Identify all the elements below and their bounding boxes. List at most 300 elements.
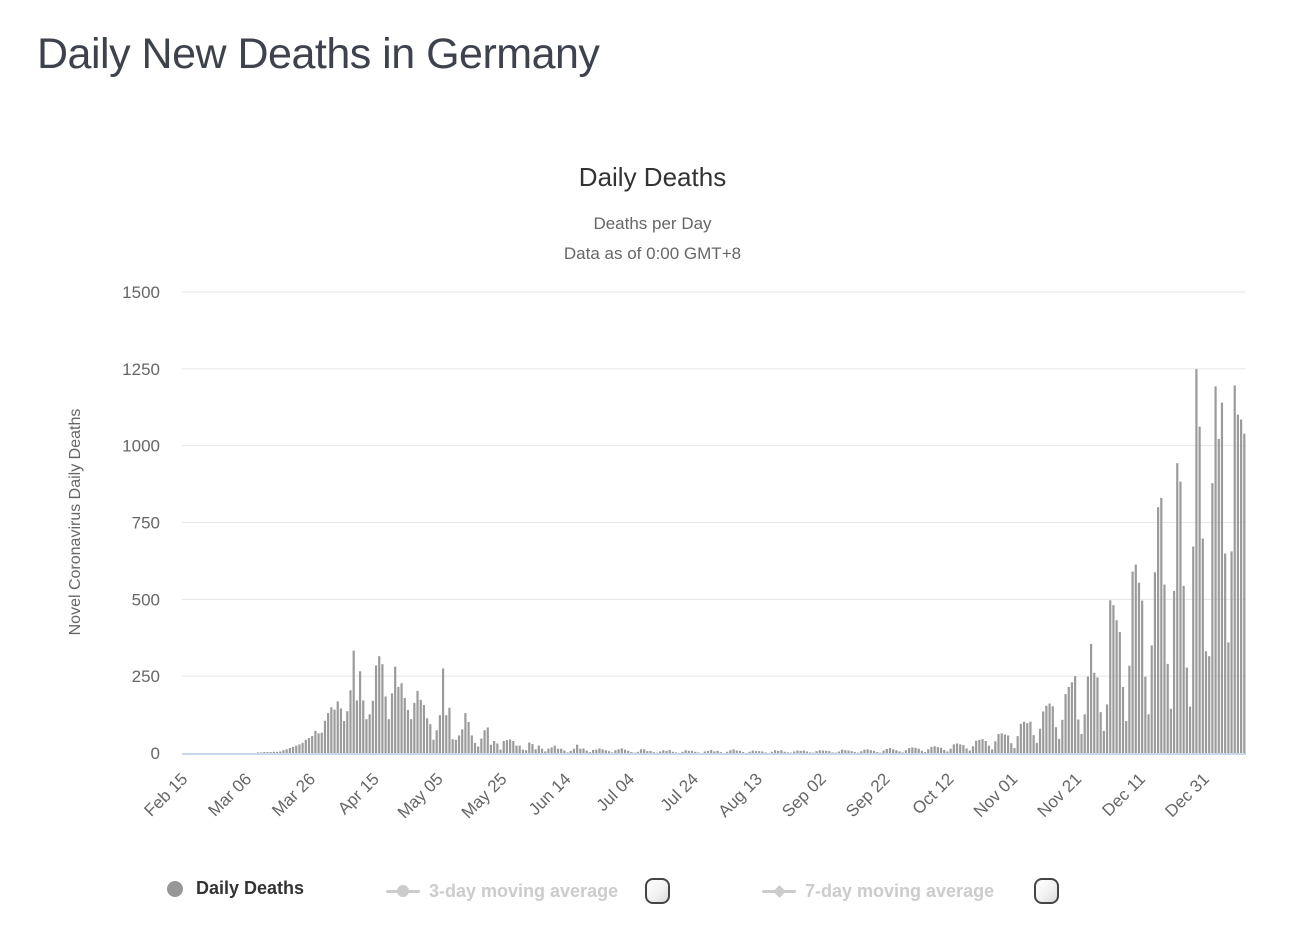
bar[interactable] — [1221, 403, 1223, 753]
bar[interactable] — [844, 750, 846, 753]
bar[interactable] — [1112, 605, 1114, 753]
bar[interactable] — [729, 750, 731, 753]
bar[interactable] — [353, 651, 355, 753]
bar[interactable] — [870, 750, 872, 753]
bar[interactable] — [1071, 682, 1073, 753]
bar[interactable] — [672, 752, 674, 753]
legend-item-daily-deaths[interactable] — [167, 878, 304, 899]
bar[interactable] — [429, 724, 431, 753]
bar[interactable] — [793, 751, 795, 753]
bar[interactable] — [876, 752, 878, 753]
bar[interactable] — [748, 752, 750, 753]
bar[interactable] — [959, 744, 961, 753]
bar[interactable] — [388, 719, 390, 753]
bar[interactable] — [1202, 538, 1204, 753]
bar[interactable] — [780, 750, 782, 753]
bar[interactable] — [726, 752, 728, 753]
bar[interactable] — [263, 752, 265, 753]
bar[interactable] — [681, 752, 683, 753]
bar[interactable] — [1163, 585, 1165, 753]
bar[interactable] — [815, 751, 817, 753]
bar[interactable] — [1147, 714, 1149, 753]
bar[interactable] — [981, 739, 983, 753]
bar[interactable] — [1055, 727, 1057, 753]
bar[interactable] — [365, 719, 367, 753]
bar[interactable] — [825, 751, 827, 753]
bar[interactable] — [950, 749, 952, 753]
bar[interactable] — [1052, 706, 1054, 753]
bar[interactable] — [1004, 735, 1006, 753]
bar[interactable] — [608, 751, 610, 753]
bar[interactable] — [359, 671, 361, 753]
bar[interactable] — [710, 750, 712, 753]
bar[interactable] — [930, 747, 932, 753]
bar[interactable] — [602, 749, 604, 753]
bar[interactable] — [279, 751, 281, 753]
bar[interactable] — [515, 746, 517, 753]
bar[interactable] — [1077, 720, 1079, 754]
bar[interactable] — [1106, 704, 1108, 753]
bar[interactable] — [528, 743, 530, 753]
bar[interactable] — [298, 744, 300, 753]
bar[interactable] — [452, 739, 454, 753]
bar[interactable] — [637, 752, 639, 753]
bar[interactable] — [994, 741, 996, 753]
bar[interactable] — [1176, 463, 1178, 753]
bar[interactable] — [889, 748, 891, 753]
bar[interactable] — [455, 740, 457, 753]
bar[interactable] — [378, 656, 380, 753]
bar[interactable] — [1058, 739, 1060, 753]
bar[interactable] — [1227, 642, 1229, 753]
bar[interactable] — [908, 748, 910, 753]
bar[interactable] — [969, 751, 971, 753]
bar[interactable] — [541, 749, 543, 753]
bar[interactable] — [873, 751, 875, 753]
bar[interactable] — [1218, 439, 1220, 753]
bar[interactable] — [809, 752, 811, 753]
bar[interactable] — [512, 741, 514, 753]
bar[interactable] — [416, 691, 418, 753]
bar[interactable] — [369, 714, 371, 753]
bar[interactable] — [758, 751, 760, 753]
bar[interactable] — [1186, 668, 1188, 753]
bar[interactable] — [496, 743, 498, 753]
bar[interactable] — [1183, 586, 1185, 753]
bar[interactable] — [618, 749, 620, 753]
bar[interactable] — [1214, 386, 1216, 753]
bar[interactable] — [653, 752, 655, 753]
bar[interactable] — [646, 751, 648, 753]
bar[interactable] — [761, 751, 763, 753]
bar[interactable] — [1189, 707, 1191, 753]
bar[interactable] — [972, 746, 974, 753]
bar[interactable] — [614, 750, 616, 753]
bar[interactable] — [257, 752, 259, 753]
bar[interactable] — [394, 667, 396, 753]
bar[interactable] — [921, 751, 923, 753]
bar[interactable] — [276, 752, 278, 753]
bar[interactable] — [442, 668, 444, 753]
bar[interactable] — [407, 710, 409, 753]
bar[interactable] — [282, 750, 284, 753]
bar[interactable] — [803, 751, 805, 753]
bar[interactable] — [707, 751, 709, 753]
bar[interactable] — [895, 750, 897, 753]
bar[interactable] — [739, 751, 741, 753]
bar[interactable] — [535, 749, 537, 753]
bar[interactable] — [1144, 677, 1146, 753]
bar[interactable] — [410, 719, 412, 753]
bar[interactable] — [448, 708, 450, 753]
bar[interactable] — [576, 745, 578, 753]
bar[interactable] — [1074, 676, 1076, 753]
bar[interactable] — [1199, 427, 1201, 753]
bar[interactable] — [1135, 565, 1137, 753]
bar[interactable] — [831, 752, 833, 753]
bar[interactable] — [544, 751, 546, 753]
bar[interactable] — [506, 740, 508, 753]
bar[interactable] — [1064, 694, 1066, 753]
bar[interactable] — [643, 749, 645, 753]
bar[interactable] — [579, 749, 581, 753]
bar[interactable] — [771, 752, 773, 753]
bar[interactable] — [317, 733, 319, 753]
bar[interactable] — [1100, 712, 1102, 753]
bar[interactable] — [308, 738, 310, 753]
bar[interactable] — [962, 745, 964, 753]
bar[interactable] — [997, 734, 999, 753]
bar[interactable] — [1013, 748, 1015, 753]
bar[interactable] — [934, 746, 936, 753]
bar[interactable] — [943, 750, 945, 753]
legend-item-3day-moving-average[interactable] — [386, 878, 670, 904]
bar[interactable] — [295, 746, 297, 753]
bar[interactable] — [1128, 666, 1130, 753]
bar[interactable] — [988, 746, 990, 753]
bar[interactable] — [764, 752, 766, 753]
bar[interactable] — [566, 752, 568, 753]
bar[interactable] — [822, 751, 824, 753]
bar[interactable] — [311, 736, 313, 753]
bar[interactable] — [381, 664, 383, 753]
bar[interactable] — [732, 749, 734, 753]
bar[interactable] — [1192, 546, 1194, 753]
bar[interactable] — [1109, 600, 1111, 753]
bar[interactable] — [918, 749, 920, 753]
bar[interactable] — [305, 740, 307, 753]
bar[interactable] — [1116, 620, 1118, 753]
bar[interactable] — [914, 748, 916, 753]
bar[interactable] — [605, 750, 607, 753]
bar[interactable] — [851, 751, 853, 753]
bar[interactable] — [1131, 572, 1133, 753]
bar[interactable] — [490, 745, 492, 753]
bar[interactable] — [937, 747, 939, 753]
bar[interactable] — [1017, 736, 1019, 753]
bar[interactable] — [799, 751, 801, 753]
bar[interactable] — [439, 715, 441, 753]
bar[interactable] — [828, 751, 830, 753]
bar[interactable] — [838, 751, 840, 753]
bar[interactable] — [694, 752, 696, 753]
bar[interactable] — [752, 751, 754, 753]
bar[interactable] — [509, 739, 511, 753]
bar[interactable] — [480, 739, 482, 753]
bar[interactable] — [551, 747, 553, 753]
bar[interactable] — [1103, 731, 1105, 753]
bar[interactable] — [333, 710, 335, 753]
legend-item-7day-moving-average[interactable] — [762, 878, 1059, 904]
bar[interactable] — [493, 741, 495, 753]
bar[interactable] — [675, 752, 677, 753]
bar[interactable] — [458, 735, 460, 753]
bar[interactable] — [1010, 743, 1012, 753]
bar[interactable] — [1023, 722, 1025, 753]
bar[interactable] — [292, 747, 294, 753]
bar[interactable] — [477, 747, 479, 753]
bar[interactable] — [905, 750, 907, 753]
bar[interactable] — [595, 750, 597, 753]
bar[interactable] — [586, 751, 588, 753]
bar[interactable] — [426, 718, 428, 753]
bar[interactable] — [1029, 722, 1031, 753]
bar[interactable] — [611, 752, 613, 753]
bar[interactable] — [953, 744, 955, 753]
bar[interactable] — [927, 749, 929, 753]
bar[interactable] — [991, 749, 993, 753]
bar[interactable] — [1170, 709, 1172, 753]
bar[interactable] — [327, 713, 329, 753]
bar[interactable] — [547, 749, 549, 753]
bar[interactable] — [854, 752, 856, 753]
bar[interactable] — [1001, 733, 1003, 753]
bar[interactable] — [1154, 572, 1156, 753]
bar[interactable] — [375, 665, 377, 753]
bar[interactable] — [286, 749, 288, 753]
bar[interactable] — [1211, 483, 1213, 753]
bar[interactable] — [397, 687, 399, 753]
bar[interactable] — [1042, 712, 1044, 753]
bar[interactable] — [525, 750, 527, 753]
bar[interactable] — [1141, 601, 1143, 753]
bar[interactable] — [503, 741, 505, 753]
bar[interactable] — [356, 700, 358, 753]
bar[interactable] — [573, 749, 575, 753]
bar[interactable] — [787, 752, 789, 753]
bar[interactable] — [461, 729, 463, 753]
bar[interactable] — [1020, 724, 1022, 753]
bar[interactable] — [1087, 676, 1089, 753]
bar[interactable] — [1240, 420, 1242, 753]
bar[interactable] — [557, 749, 559, 753]
bar[interactable] — [266, 752, 268, 753]
bar[interactable] — [1068, 687, 1070, 753]
bar[interactable] — [1138, 583, 1140, 753]
bar[interactable] — [372, 701, 374, 753]
bar[interactable] — [867, 749, 869, 753]
bar[interactable] — [649, 751, 651, 753]
bar[interactable] — [1080, 734, 1082, 753]
bar[interactable] — [346, 711, 348, 753]
bar[interactable] — [1179, 482, 1181, 753]
bar[interactable] — [362, 700, 364, 753]
bar[interactable] — [1061, 720, 1063, 753]
bar[interactable] — [343, 721, 345, 753]
bar[interactable] — [630, 752, 632, 753]
bar[interactable] — [1033, 735, 1035, 753]
bar[interactable] — [755, 751, 757, 753]
bar[interactable] — [742, 752, 744, 753]
bar[interactable] — [468, 722, 470, 753]
bar[interactable] — [627, 751, 629, 753]
bar[interactable] — [270, 752, 272, 753]
bar[interactable] — [404, 698, 406, 753]
bar[interactable] — [391, 693, 393, 753]
bar[interactable] — [882, 751, 884, 753]
bar[interactable] — [659, 751, 661, 753]
bar[interactable] — [1039, 729, 1041, 753]
bar[interactable] — [774, 750, 776, 753]
bar[interactable] — [665, 751, 667, 753]
bar[interactable] — [624, 750, 626, 753]
bar[interactable] — [538, 746, 540, 753]
bar[interactable] — [582, 748, 584, 753]
bar[interactable] — [324, 721, 326, 753]
bar[interactable] — [911, 747, 913, 753]
bar[interactable] — [621, 748, 623, 753]
bar[interactable] — [985, 741, 987, 753]
bar[interactable] — [685, 750, 687, 753]
bar[interactable] — [975, 741, 977, 753]
bar[interactable] — [1036, 743, 1038, 753]
bar[interactable] — [697, 752, 699, 753]
bar[interactable] — [886, 749, 888, 753]
bar[interactable] — [560, 749, 562, 753]
bar[interactable] — [1045, 706, 1047, 753]
bar[interactable] — [806, 751, 808, 753]
bar[interactable] — [1026, 723, 1028, 753]
bar[interactable] — [592, 750, 594, 753]
bar[interactable] — [413, 703, 415, 753]
bar[interactable] — [302, 743, 304, 753]
bar[interactable] — [1157, 507, 1159, 753]
bar[interactable] — [717, 751, 719, 753]
bar[interactable] — [1093, 673, 1095, 753]
bar[interactable] — [1243, 434, 1245, 753]
bar[interactable] — [688, 751, 690, 753]
bar[interactable] — [400, 683, 402, 753]
bar[interactable] — [483, 730, 485, 753]
bar[interactable] — [1119, 632, 1121, 753]
bar[interactable] — [640, 749, 642, 753]
bar[interactable] — [289, 748, 291, 753]
bar[interactable] — [713, 751, 715, 753]
bar[interactable] — [531, 744, 533, 753]
bar[interactable] — [965, 748, 967, 753]
bar[interactable] — [898, 751, 900, 753]
bar[interactable] — [1048, 704, 1050, 753]
bar[interactable] — [314, 731, 316, 753]
bar[interactable] — [349, 690, 351, 753]
bar[interactable] — [445, 715, 447, 753]
bar[interactable] — [736, 751, 738, 753]
bar[interactable] — [1237, 415, 1239, 753]
bar[interactable] — [589, 752, 591, 753]
bar[interactable] — [940, 748, 942, 753]
checkbox-7day-moving-average[interactable] — [1034, 878, 1059, 904]
bar[interactable] — [385, 696, 387, 753]
bar[interactable] — [1205, 651, 1207, 753]
bar[interactable] — [563, 751, 565, 753]
bar[interactable] — [1208, 656, 1210, 753]
bar[interactable] — [784, 752, 786, 753]
bar[interactable] — [1224, 554, 1226, 753]
bar[interactable] — [1096, 677, 1098, 753]
bar[interactable] — [570, 751, 572, 753]
bar[interactable] — [260, 752, 262, 753]
bar[interactable] — [519, 746, 521, 753]
bar[interactable] — [464, 713, 466, 753]
bar[interactable] — [902, 752, 904, 753]
bar[interactable] — [777, 751, 779, 753]
bar[interactable] — [499, 750, 501, 753]
bar[interactable] — [819, 750, 821, 753]
bar[interactable] — [273, 752, 275, 753]
bar[interactable] — [704, 751, 706, 753]
bar[interactable] — [1151, 645, 1153, 753]
bar[interactable] — [1234, 385, 1236, 753]
bar[interactable] — [436, 730, 438, 753]
bar[interactable] — [720, 752, 722, 753]
bar[interactable] — [1007, 735, 1009, 753]
bar[interactable] — [487, 727, 489, 753]
bar[interactable] — [860, 751, 862, 753]
bar[interactable] — [522, 750, 524, 753]
bar[interactable] — [1160, 498, 1162, 753]
bar[interactable] — [423, 705, 425, 753]
bar[interactable] — [847, 751, 849, 753]
bar[interactable] — [1122, 687, 1124, 753]
bar[interactable] — [662, 750, 664, 753]
bar[interactable] — [1195, 369, 1197, 753]
bar[interactable] — [956, 743, 958, 753]
bar[interactable] — [796, 751, 798, 753]
bar[interactable] — [321, 733, 323, 753]
bar[interactable] — [432, 740, 434, 753]
bar[interactable] — [1230, 551, 1232, 753]
bar[interactable] — [669, 750, 671, 753]
bar[interactable] — [330, 707, 332, 753]
bar[interactable] — [340, 708, 342, 753]
bar[interactable] — [841, 750, 843, 753]
bar[interactable] — [554, 746, 556, 753]
bar[interactable] — [420, 700, 422, 753]
bar[interactable] — [1090, 644, 1092, 753]
bar[interactable] — [598, 748, 600, 753]
bar[interactable] — [474, 743, 476, 753]
bar[interactable] — [978, 740, 980, 753]
bar[interactable] — [471, 735, 473, 753]
bar[interactable] — [1167, 664, 1169, 753]
bar[interactable] — [1125, 721, 1127, 753]
bar[interactable] — [892, 749, 894, 753]
bar[interactable] — [863, 750, 865, 753]
bar[interactable] — [1084, 714, 1086, 753]
bar[interactable] — [924, 752, 926, 753]
bar[interactable] — [946, 751, 948, 753]
bar[interactable] — [691, 751, 693, 753]
